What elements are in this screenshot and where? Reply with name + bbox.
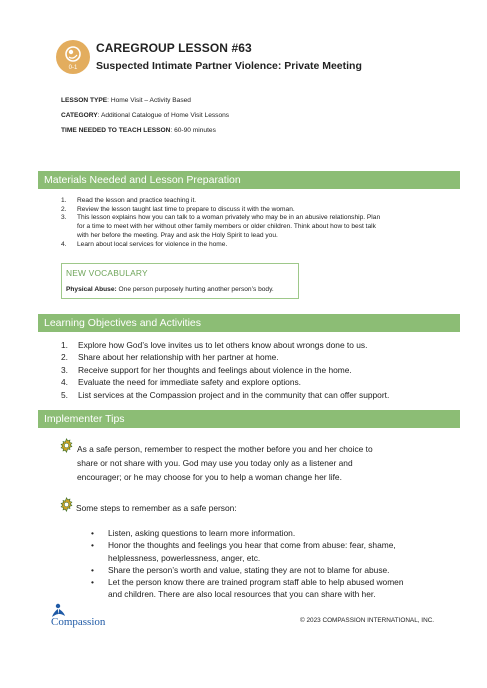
tip-bullet-item bbox=[91, 564, 403, 576]
objective-item bbox=[61, 364, 389, 376]
tip-bullet-text: Listen, asking questions to learn more information. bbox=[108, 528, 296, 538]
tip-safe-person bbox=[77, 442, 373, 484]
lesson-logo-icon bbox=[56, 40, 90, 74]
logo-label: 0-1 bbox=[68, 65, 78, 71]
item-number: 4. bbox=[61, 240, 67, 248]
bullet-icon: • bbox=[91, 540, 94, 551]
bullet-icon: • bbox=[91, 577, 94, 588]
materials-item-text: with her before the meeting. Pray and ask the Holy Spirit to lead you. bbox=[77, 231, 278, 239]
materials-list bbox=[61, 197, 380, 249]
lesson-type: LESSON TYPE: Home Visit – Activity Based bbox=[61, 97, 191, 104]
tips-bullet-list bbox=[91, 527, 403, 601]
materials-heading: Materials Needed and Lesson Preparation bbox=[38, 171, 460, 189]
objective-text: Share about her relationship with her partner at home. bbox=[78, 352, 279, 363]
compassion-wordmark: Compassion bbox=[51, 616, 106, 628]
lesson-number: CAREGROUP LESSON #63 bbox=[96, 41, 252, 55]
materials-item bbox=[61, 241, 380, 250]
item-number: 2. bbox=[61, 352, 68, 363]
materials-item bbox=[61, 214, 380, 240]
tip-line: share or not share with you. God may use you today only as a listener and bbox=[77, 458, 353, 468]
materials-item-text: Read the lesson and practice teaching it. bbox=[77, 197, 197, 204]
tip-bullet-item bbox=[91, 576, 403, 601]
tip-bullet-item bbox=[91, 527, 403, 539]
item-number: 1. bbox=[61, 340, 68, 350]
tip-bullet-text: helplessness, powerlessness, anger, etc. bbox=[108, 552, 261, 563]
objectives-heading: Learning Objectives and Activities bbox=[38, 314, 460, 332]
item-number: 3. bbox=[61, 214, 67, 222]
tip-bullet-item bbox=[91, 539, 403, 564]
gear-icon bbox=[59, 438, 74, 453]
materials-item-text: This lesson explains how you can talk to a woman privately who may be in an abusive relationship. Plan bbox=[77, 214, 381, 222]
tip-line: encourager; or he may choose for you to help a woman change her life. bbox=[77, 472, 342, 482]
objectives-list bbox=[61, 339, 389, 401]
tip-bullet-text: and children. There are also local resources that you can share with her. bbox=[108, 589, 376, 600]
lesson-category: CATEGORY: Additional Catalogue of Home Visit Lessons bbox=[61, 112, 230, 119]
tip-bullet-text: Let the person know there are trained program staff able to help abused women bbox=[108, 577, 404, 588]
objective-item bbox=[61, 351, 389, 363]
item-number: 2. bbox=[61, 205, 67, 213]
materials-item-text: Learn about local services for violence in the home. bbox=[77, 240, 228, 248]
tip-line: As a safe person, remember to respect the mother before you and her choice to bbox=[77, 444, 373, 454]
item-number: 3. bbox=[61, 364, 68, 375]
lesson-time: TIME NEEDED TO TEACH LESSON: 60-90 minutes bbox=[61, 127, 216, 134]
objective-text: Evaluate the need for immediate safety and explore options. bbox=[78, 377, 302, 388]
objective-item bbox=[61, 376, 389, 388]
bullet-icon: • bbox=[91, 564, 94, 575]
tip-bullet-text: Honor the thoughts and feelings you hear that come from abuse: fear, shame, bbox=[108, 540, 396, 551]
materials-item-text: for a time to meet with her without other family members or older children. Think about how to best talk bbox=[77, 223, 376, 231]
objective-text: List services at the Compassion project and in the community that can offer support. bbox=[78, 389, 390, 400]
compassion-logo bbox=[50, 603, 128, 634]
lesson-title: Suspected Intimate Partner Violence: Private Meeting bbox=[96, 60, 362, 72]
materials-item-text: Review the lesson taught last time to prepare to discuss it with the woman. bbox=[77, 205, 295, 213]
tips-heading: Implementer Tips bbox=[38, 410, 460, 428]
item-number: 4. bbox=[61, 377, 68, 388]
item-number: 5. bbox=[61, 389, 68, 400]
tip-bullet-text: Share the person’s worth and value, stating they are not to blame for abuse. bbox=[108, 564, 390, 575]
objective-text: Receive support for her thoughts and feelings about violence in the home. bbox=[78, 364, 352, 375]
item-number: 1. bbox=[61, 197, 67, 204]
vocabulary-title: NEW VOCABULARY bbox=[66, 268, 148, 278]
bullet-icon: • bbox=[91, 528, 94, 538]
objective-text: Explore how God’s love invites us to let others know about wrongs done to us. bbox=[78, 340, 368, 350]
vocabulary-definition: Physical Abuse: One person purposely hurting another person’s body. bbox=[66, 286, 274, 293]
objective-item bbox=[61, 389, 389, 401]
materials-item bbox=[61, 206, 380, 215]
materials-item bbox=[61, 197, 380, 206]
objective-item bbox=[61, 339, 389, 351]
copyright-text: © 2023 COMPASSION INTERNATIONAL, INC. bbox=[300, 617, 435, 624]
tip-steps-intro: Some steps to remember as a safe person: bbox=[76, 503, 237, 513]
gear-icon bbox=[59, 497, 74, 512]
